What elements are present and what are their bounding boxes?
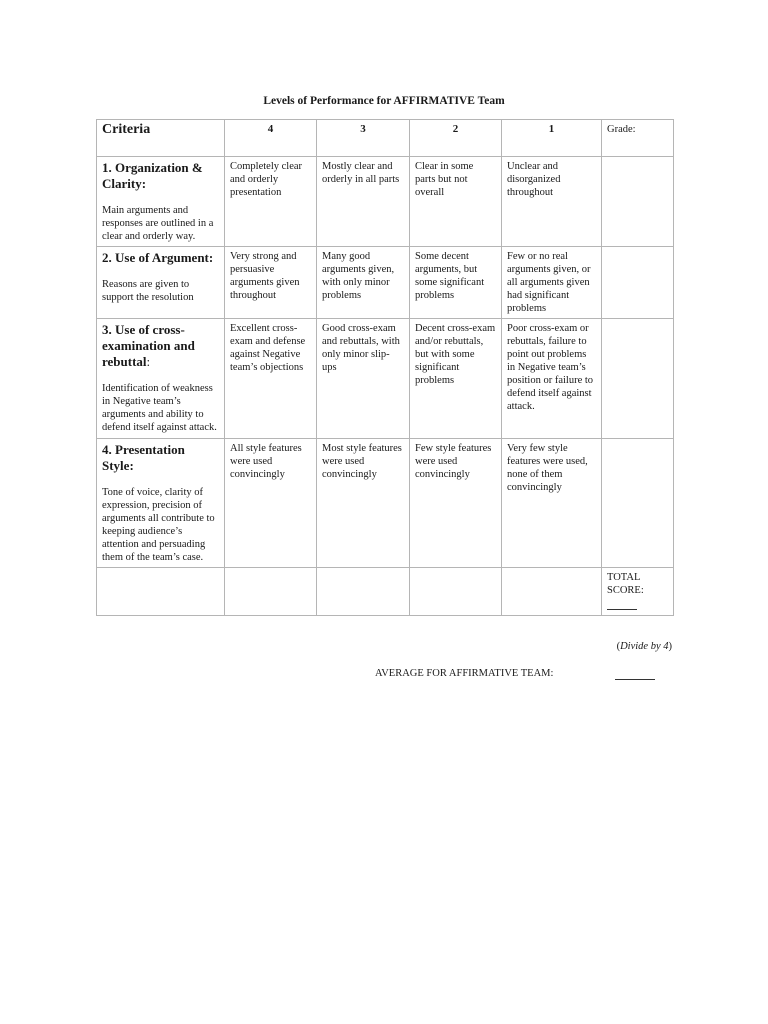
total-score-blank[interactable] — [607, 609, 637, 610]
table-header-row — [97, 120, 674, 157]
criteria-cell — [97, 439, 225, 568]
empty-cell — [502, 568, 602, 616]
empty-cell — [225, 568, 317, 616]
table-row — [97, 157, 674, 247]
criteria-description: Identification of weakness in Negative team’s arguments and ability to defend itself against attack. — [102, 383, 217, 433]
average-label: AVERAGE FOR AFFIRMATIVE TEAM: — [375, 668, 554, 679]
criteria-header: Criteria — [97, 120, 225, 157]
level-4-cell: Excellent cross-exam and defense against Negative team’s objections — [225, 319, 317, 439]
criteria-cell — [97, 319, 225, 439]
table-row — [97, 247, 674, 319]
table-row — [97, 439, 674, 568]
average-score-blank[interactable] — [615, 679, 655, 680]
level-4-cell: All style features were used convincingly — [225, 439, 317, 568]
criteria-description: Reasons are given to support the resolution — [102, 279, 194, 303]
level-2-cell: Decent cross-exam and/or rebuttals, but with some significant problems — [410, 319, 502, 439]
level-1-cell: Few or no real arguments given, or all arguments given had significant problems — [502, 247, 602, 319]
criteria-cell — [97, 157, 225, 247]
level-3-header: 3 — [317, 120, 410, 157]
grade-cell[interactable] — [602, 439, 674, 568]
total-row — [97, 568, 674, 616]
criteria-description: Tone of voice, clarity of expression, precision of arguments all contribute to keeping audience’s attention and persuading them of the team’s case. — [102, 487, 215, 563]
level-3-cell: Mostly clear and orderly in all parts — [317, 157, 410, 247]
level-2-cell: Some decent arguments, but some significant problems — [410, 247, 502, 319]
criteria-title: 4. Presentation Style: — [102, 442, 185, 473]
criteria-title: 2. Use of Argument: — [102, 250, 214, 265]
level-3-cell: Many good arguments given, with only minor problems — [317, 247, 410, 319]
grade-header: Grade: — [602, 120, 674, 157]
level-3-cell: Most style features were used convincingly — [317, 439, 410, 568]
grade-cell[interactable] — [602, 247, 674, 319]
criteria-title: 1. Organization & Clarity: — [102, 160, 203, 191]
table-row — [97, 319, 674, 439]
empty-cell — [97, 568, 225, 616]
criteria-description: Main arguments and responses are outlined in a clear and orderly way. — [102, 205, 214, 242]
level-4-cell: Very strong and persuasive arguments given throughout — [225, 247, 317, 319]
level-1-header: 1 — [502, 120, 602, 157]
empty-cell — [410, 568, 502, 616]
criteria-cell — [97, 247, 225, 319]
level-4-cell: Completely clear and orderly presentation — [225, 157, 317, 247]
level-1-cell: Poor cross-exam or rebuttals, failure to point out problems in Negative team’s position or failure to defend itself against attack. — [502, 319, 602, 439]
total-score-cell[interactable] — [602, 568, 674, 616]
level-2-cell: Clear in some parts but not overall — [410, 157, 502, 247]
criteria-title: 3. Use of cross-examination and rebuttal: — [102, 322, 195, 369]
grade-cell[interactable] — [602, 157, 674, 247]
total-label: TOTAL — [607, 572, 641, 583]
level-3-cell: Good cross-exam and rebuttals, with only minor slip-ups — [317, 319, 410, 439]
level-1-cell: Unclear and disorganized throughout — [502, 157, 602, 247]
level-2-header: 2 — [410, 120, 502, 157]
divide-note: (Divide by 4) — [616, 641, 672, 652]
level-1-cell: Very few style features were used, none of them convincingly — [502, 439, 602, 568]
empty-cell — [317, 568, 410, 616]
score-label: SCORE: — [607, 585, 644, 596]
rubric-table — [96, 119, 674, 616]
level-4-header: 4 — [225, 120, 317, 157]
level-2-cell: Few style features were used convincingly — [410, 439, 502, 568]
grade-cell[interactable] — [602, 319, 674, 439]
page-title: Levels of Performance for AFFIRMATIVE Team — [263, 95, 505, 107]
